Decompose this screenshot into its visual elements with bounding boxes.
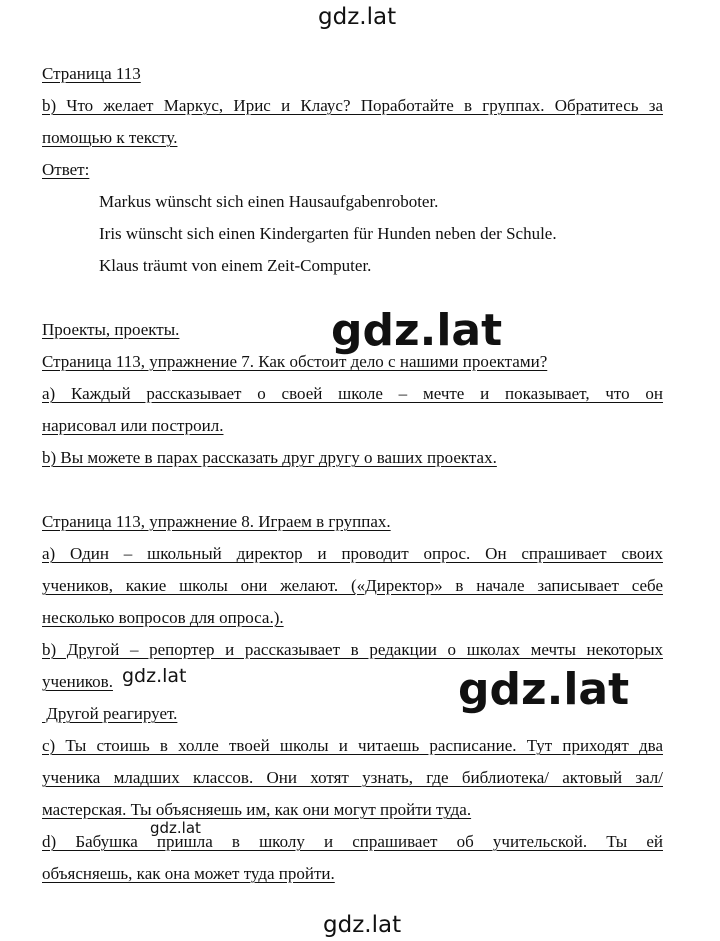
watermark-top: gdz.lat <box>318 4 397 30</box>
watermark-bottom: gdz.lat <box>323 912 402 938</box>
answer-iris: Iris wünscht sich einen Kindergarten für Hunden neben der Schule. <box>99 224 557 243</box>
exercise-7-heading: Страница 113, упражнение 7. Как обстоит дело с нашими проектами? <box>42 352 548 371</box>
exercise-8-heading: Страница 113, упражнение 8. Играем в группах. <box>42 512 391 531</box>
page-heading: Страница 113 <box>42 64 141 83</box>
watermark-small: gdz.lat <box>122 665 187 687</box>
exercise-8-a-line-1: а) Один – школьный директор и проводит опрос. Он спрашивает своих <box>42 544 663 563</box>
exercise-8-c-line-3: мастерская. Ты объясняешь им, как они могут пройти туда. <box>42 800 472 819</box>
exercise-7-a-line-1: а) Каждый рассказывает о своей школе – мечте и показывает, что он <box>42 384 663 403</box>
watermark-right: gdz.lat <box>458 664 630 715</box>
exercise-7-a-line-2: нарисовал или построил. <box>42 416 224 435</box>
task-b-line-1: b) Что желает Маркус, Ирис и Клаус? Поработайте в группах. Обратитесь за <box>42 96 663 115</box>
answer-klaus: Klaus träumt von einem Zeit-Computer. <box>99 256 372 275</box>
exercise-7-b-line-1: b) Вы можете в парах рассказать друг другу о ваших проектах. <box>42 448 497 467</box>
exercise-8-c-line-2: ученика младших классов. Они хотят узнать, где библиотека/ актовый зал/ <box>42 768 663 787</box>
exercise-8-c-line-1: c) Ты стоишь в холле твоей школы и читаешь расписание. Тут приходят два <box>42 736 663 755</box>
watermark-middle: gdz.lat <box>331 305 503 356</box>
exercise-8-d-line-2: объясняешь, как она может туда пройти. <box>42 864 335 883</box>
exercise-8-b-line-2: учеников. <box>42 672 113 691</box>
watermark-tiny: gdz.lat <box>150 819 201 837</box>
exercise-8-a-line-3: несколько вопросов для опроса.). <box>42 608 284 627</box>
projects-title: Проекты, проекты. <box>42 320 180 339</box>
answer-label: Ответ: <box>42 160 90 179</box>
answer-markus: Markus wünscht sich einen Hausaufgabenroboter. <box>99 192 439 211</box>
exercise-8-a-line-2: учеников, какие школы они желают. («Директор» в начале записывает себе <box>42 576 663 595</box>
task-b-line-2: помощью к тексту. <box>42 128 178 147</box>
exercise-8-b-line-1: b) Другой – репортер и рассказывает в редакции о школах мечты некоторых <box>42 640 663 659</box>
exercise-8-d-line-1: d) Бабушка пришла в школу и спрашивает об учительской. Ты ей <box>42 832 663 851</box>
exercise-8-b-line-3: Другой реагирует. <box>42 704 178 723</box>
